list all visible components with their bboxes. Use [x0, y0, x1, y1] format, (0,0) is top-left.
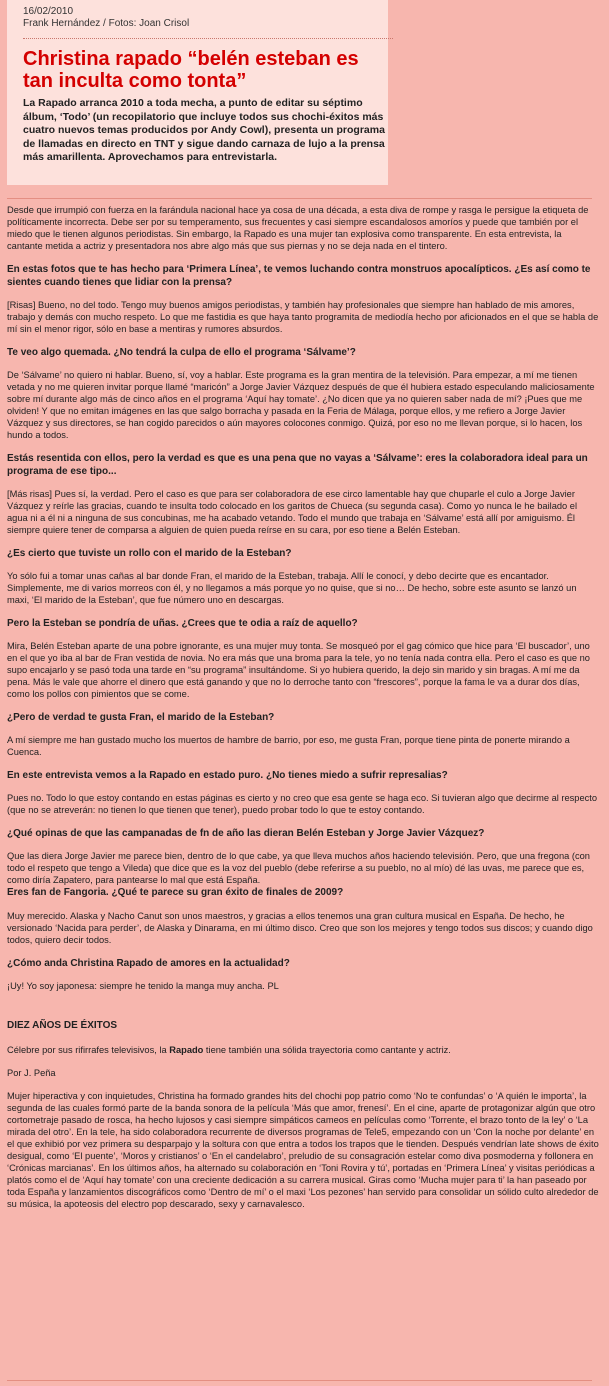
answer-2: De ‘Sálvame’ no quiero ni hablar. Bueno, sí, voy a hablar. Este programa es la gran mentira de la televisión. Para empezar, a mí me tienen vetada y no me quieren invitar porque llamé “maricón” a Jorge Javier Vázquez después de que él hubiera estado especulando maliciosamente sobre mí durante algo más de cinco años en el programa ‘Aquí hay tomate’. ¿No dicen que ya no quieren saber nada de mí? ¡Pues que me olviden! Y que no emitan imágenes en las que salgo borracha y pasada en la Feria de Málaga, porque ellos, y me refiero a Jorge Javier Vázquez y sus directores, se han cogido parecidos o aún mayores colocones conmigo. Quizá, por eso no me llevan porque, si lo hacen, los hundo a todos.	[7, 370, 595, 440]
top-rule	[7, 198, 592, 199]
question-8: ¿Qué opinas de que las campanadas de fn de año las dieran Belén Esteban y Jorge Javier Vázquez?	[7, 828, 485, 839]
answer-8: Que las diera Jorge Javier me parece bien, dentro de lo que cabe, ya que lleva muchos años haciendo televisión. Pero, que una fregona (con todo el respeto que tengo a Vileda) que dice que es la voz del pueblo (debe referirse a su pueblo, no al mío) dé las uvas, me parece que es, como diría Zapatero, para pantearse lo mal que está España.	[7, 851, 590, 885]
box-byline: Por J. Peña	[7, 1068, 56, 1078]
question-10: ¿Cómo anda Christina Rapado de amores en la actualidad?	[7, 958, 290, 969]
question-9: Eres fan de Fangoria. ¿Qué te parece su gran éxito de finales de 2009?	[7, 887, 344, 898]
article-body	[7, 204, 599, 1221]
box-intro-text-end: tiene también una sólida trayectoria como cantante y actriz.	[203, 1045, 451, 1055]
box-intro	[7, 1044, 599, 1056]
box-intro-name: Rapado	[169, 1045, 204, 1055]
article-lead: La Rapado arranca 2010 a toda mecha, a punto de editar su séptimo álbum, ‘Todo’ (un recopilatorio que incluye todos sus chochi-éxitos más cuatro nuevos temas producidos por Andy Cowl), presenta un programa de llamadas en directo en TNT y sigue dando carnaza de lujo a la prensa más amarillenta. Aprovechamos para entrevistarla.	[23, 97, 385, 164]
answer-4: Yo sólo fui a tomar unas cañas al bar donde Fran, el marido de la Esteban, trabaja. Allí le conocí, y debo decirte que es encantador. Simplemente, me di varios morreos con él, y no llegamos a más porque yo no quise, que si no… De hecho, sobre este asunto se lanzó un maxi, ‘El marido de la Esteban’, que fue número uno en descargas.	[7, 571, 577, 605]
answer-1: [Risas] Bueno, no del todo. Tengo muy buenos amigos periodistas, y también hay profesionales que siempre han hablado de mis amores, trabajo y demás con mucho respeto. Lo que me fastidia es que haya tanto programita de mediodía hecho por aficionados en el que se habla de mí sin el menor rigor, sólo en base a mentiras y rumores absurdos.	[7, 300, 599, 334]
question-6: ¿Pero de verdad te gusta Fran, el marido de la Esteban?	[7, 712, 275, 723]
header-box	[7, 0, 388, 185]
article-date: 16/02/2010	[23, 6, 74, 17]
article-intro: Desde que irrumpió con fuerza en la farándula nacional hace ya cosa de una década, a esta diva de rompe y rasga le persigue la etiqueta de políticamente incorrecta. Debe ser por su temperamento, sus frecuentes y casi siempre escandalosos amoríos y puede que también por el miedo que le tienen algunos periodistas. Sin embargo, la Rapado es una mujer tan explosiva como transparente. En esta entrevista, la cantante metida a actriz y presentadora nos abre algo más que sus piernas y no se deja nada en el tintero.	[7, 205, 589, 251]
article-title: Christina rapado “belén esteban es tan inculta como tonta”	[23, 48, 359, 92]
bottom-rule	[7, 1380, 592, 1381]
article-byline: Frank Hernández / Fotos: Joan Crisol	[23, 18, 190, 29]
answer-10: ¡Uy! Yo soy japonesa: siempre he tenido la manga muy ancha. PL	[7, 981, 279, 991]
question-7: En este entrevista vemos a la Rapado en estado puro. ¿No tienes miedo a sufrir represalias?	[7, 770, 448, 781]
question-2: Te veo algo quemada. ¿No tendrá la culpa de ello el programa ‘Sálvame’?	[7, 347, 356, 358]
answer-5: Mira, Belén Esteban aparte de una pobre ignorante, es una mujer muy tonta. Se mosqueó por el gag cómico que hice para ‘El buscador’, uno en el que yo iba al bar de Fran vestida de novia. No era más que una broma para la tele, yo no tenía nada contra ella. Pero el caso es que no supo encajarlo y se pasó toda una tarde en “su programa” insultándome. Si yo hubiera querido, la dejo sin marido y sin bragas. A mí me da pena. Más le vale que ahorre el dinero que está ganando y que no lo derroche tanto con “frescores”, porque la fama le va a durar dos días, como los pollos con pimientos que se come.	[7, 641, 590, 699]
question-5: Pero la Esteban se pondría de uñas. ¿Crees que te odia a raíz de aquello?	[7, 618, 358, 629]
box-text: Mujer hiperactiva y con inquietudes, Christina ha formado grandes hits del chochi pop patrio como ‘No te confundas’ o ‘A quién le importa’, la segunda de las cuales formó parte de la banda sonora de la película ‘Más que amor, frenesí’. En el cine, aparte de protagonizar algún que otro cortometraje pasado de rosca, ha hecho lujosos y casi siempre simpáticos cameos en películas como ‘Torrente, el brazo tonto de la ley’ o ‘La mirada del otro’. En la tele, ha sido colaboradora recurrente de diversos programas de Tele5, empezando con un ‘Con la noche por delante’ en el que exhibió por vez primera su desparpajo y la soltura con que entra a todos los trapos que le tienden. Después vendrían late shows de éxito desigual, como ‘El puente’, ‘Moros y cristianos’ o ‘En el candelabro’, preludio de su consagración estelar como diva posmoderna y follonera en ‘Crónicas marcianas’. En los últimos años, ha alternado su colaboración en ‘Toni Rovira y tú’, portadas en ‘Primera Línea’ y visitas periódicas a platós como el de ‘Aquí hay tomate’ con una creciente dedicación a su carrera musical. Giras como ‘Mucha mujer para ti’ la han paseado por toda España y lanzamientos discográficos como ‘Dentro de mí’ o el maxi ‘Los pezones’ han servido para consolidar un sólido culto alrededor de su música, la apoteosis del electro pop descarado, sexy y carnavalesco.	[7, 1091, 599, 1209]
article-meta	[23, 6, 189, 30]
question-4: ¿Es cierto que tuviste un rollo con el marido de la Esteban?	[7, 548, 292, 559]
question-3: Estás resentida con ellos, pero la verdad es que es una pena que no vayas a ‘Sálvame’: eres la colaboradora ideal para un programa de ese tipo...	[7, 453, 588, 477]
answer-9: Muy merecido. Alaska y Nacho Canut son unos maestros, y gracias a ellos tenemos una gran cultura musical en España. De hecho, he versionado ‘Nacida para perder’, de Alaska y Dinarama, en mi último disco. Creo que son los mejores y tengo todos sus discos; y cuando digo todos, quiero decir todos.	[7, 911, 593, 945]
box-intro-text: Célebre por sus rifirrafes televisivos, la	[7, 1045, 170, 1055]
answer-6: A mí siempre me han gustado mucho los muertos de hambre de barrio, por eso, me gusta Fran, porque tiene pinta de ponerte mirando a Cuenca.	[7, 735, 570, 757]
question-1: En estas fotos que te has hecho para ‘Primera Línea’, te vemos luchando contra monstruos apocalípticos. ¿Es así como te sientes cuando tienes que lidiar con la prensa?	[7, 264, 591, 288]
box-title: DIEZ AÑOS DE ÉXITOS	[7, 1020, 118, 1031]
header-divider	[23, 38, 393, 39]
answer-3: [Más risas] Pues sí, la verdad. Pero el caso es que para ser colaboradora de ese circo lamentable hay que chuparle el culo a Jorge Javier Vázquez y reírle las gracias, cuando te insulta todo colocado en los garitos de Chueca (su segunda casa). Como yo nunca le he bailado el agua ni a él ni a ninguna de sus concubinas, me ha acabado vetando. Todo el mundo que trabaja en ‘Sálvame’ está allí por amiguismo. Él siempre quiere tener de comparsa a alguien de quien pueda reírse en su cara, por eso tiene a Belén Esteban.	[7, 489, 578, 535]
answer-7: Pues no. Todo lo que estoy contando en estas páginas es cierto y no creo que esa gente se haga eco. Si tuvieran algo que decirme al respecto (que no se atreverán: no tienen lo que tienen que tener), puedo probar todo lo que te estoy contando.	[7, 793, 598, 815]
